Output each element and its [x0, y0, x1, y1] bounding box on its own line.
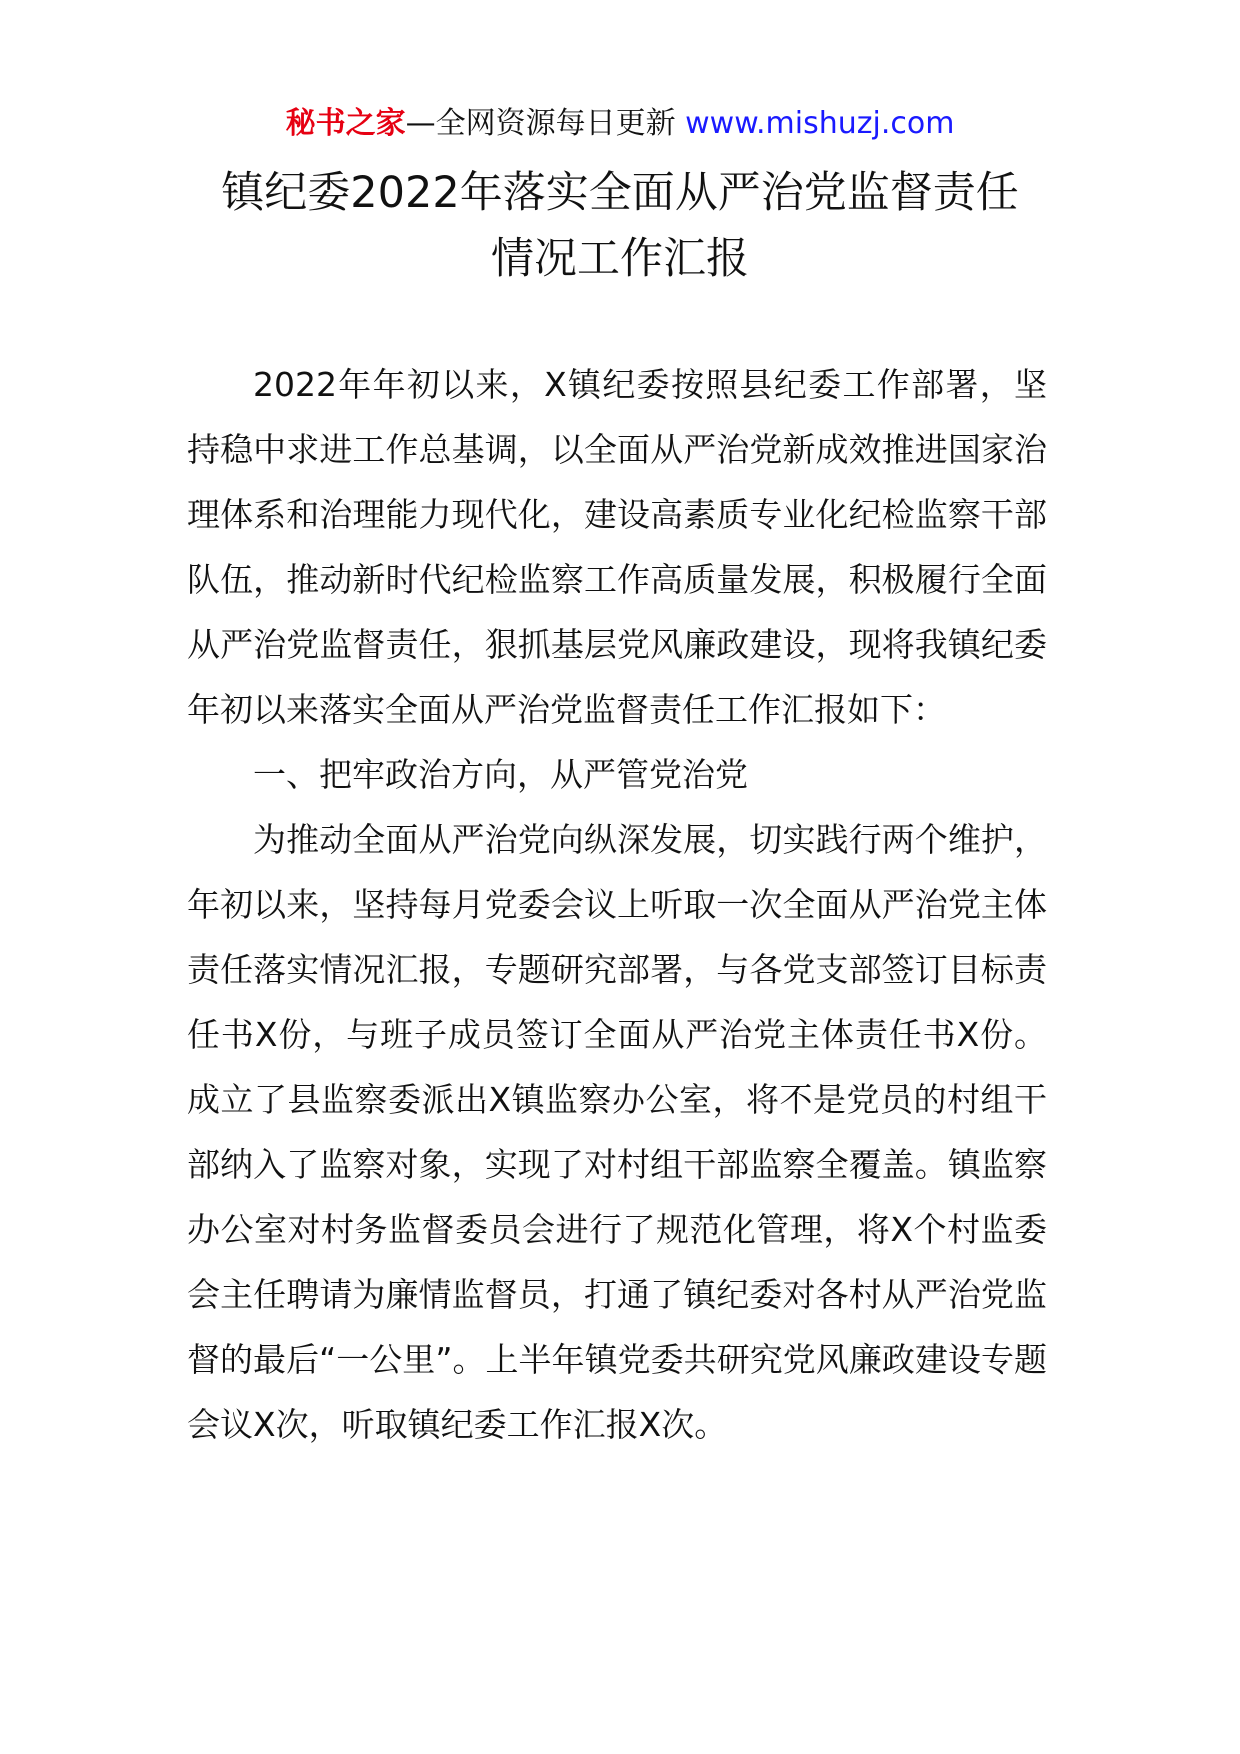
- site-url-link[interactable]: www.mishuzj.com: [685, 106, 955, 141]
- section-heading-1: 一、把牢政治方向，从严管党治党: [253, 755, 748, 794]
- document-body: [187, 352, 1047, 1457]
- brand-name: 秘书之家: [285, 106, 406, 141]
- site-slogan: —全网资源每日更新: [405, 106, 676, 141]
- document-title: [150, 160, 1090, 292]
- title-line-2: 情况工作汇报: [491, 234, 749, 284]
- title-line-1: 镇纪委2022年落实全面从严治党监督责任: [221, 168, 1019, 218]
- site-header: [0, 100, 1240, 148]
- section-1-paragraph: 为推动全面从严治党向纵深发展，切实践行两个维护，年初以来，坚持每月党委会议上听取一次全面从严治党主体责任落实情况汇报，专题研究部署，与各党支部签订目标责任书X份，与班子成员签订全面从严治党主体责任书X份。成立了县监察委派出X镇监察办公室，将不是党员的村组干部纳入了监察对象，实现了对村组干部监察全覆盖。镇监察办公室对村务监督委员会进行了规范化管理，将X个村监委会主任聘请为廉情监督员，打通了镇纪委对各村从严治党监督的最后“一公里”。上半年镇党委共研究党风廉政建设专题会议X次，听取镇纪委工作汇报X次。: [187, 820, 1047, 1444]
- intro-paragraph: 2022年年初以来，X镇纪委按照县纪委工作部署，坚持稳中求进工作总基调，以全面从严治党新成效推进国家治理体系和治理能力现代化，建设高素质专业化纪检监察干部队伍，推动新时代纪检监察工作高质量发展，积极履行全面从严治党监督责任，狠抓基层党风廉政建设，现将我镇纪委年初以来落实全面从严治党监督责任工作汇报如下：: [187, 365, 1047, 729]
